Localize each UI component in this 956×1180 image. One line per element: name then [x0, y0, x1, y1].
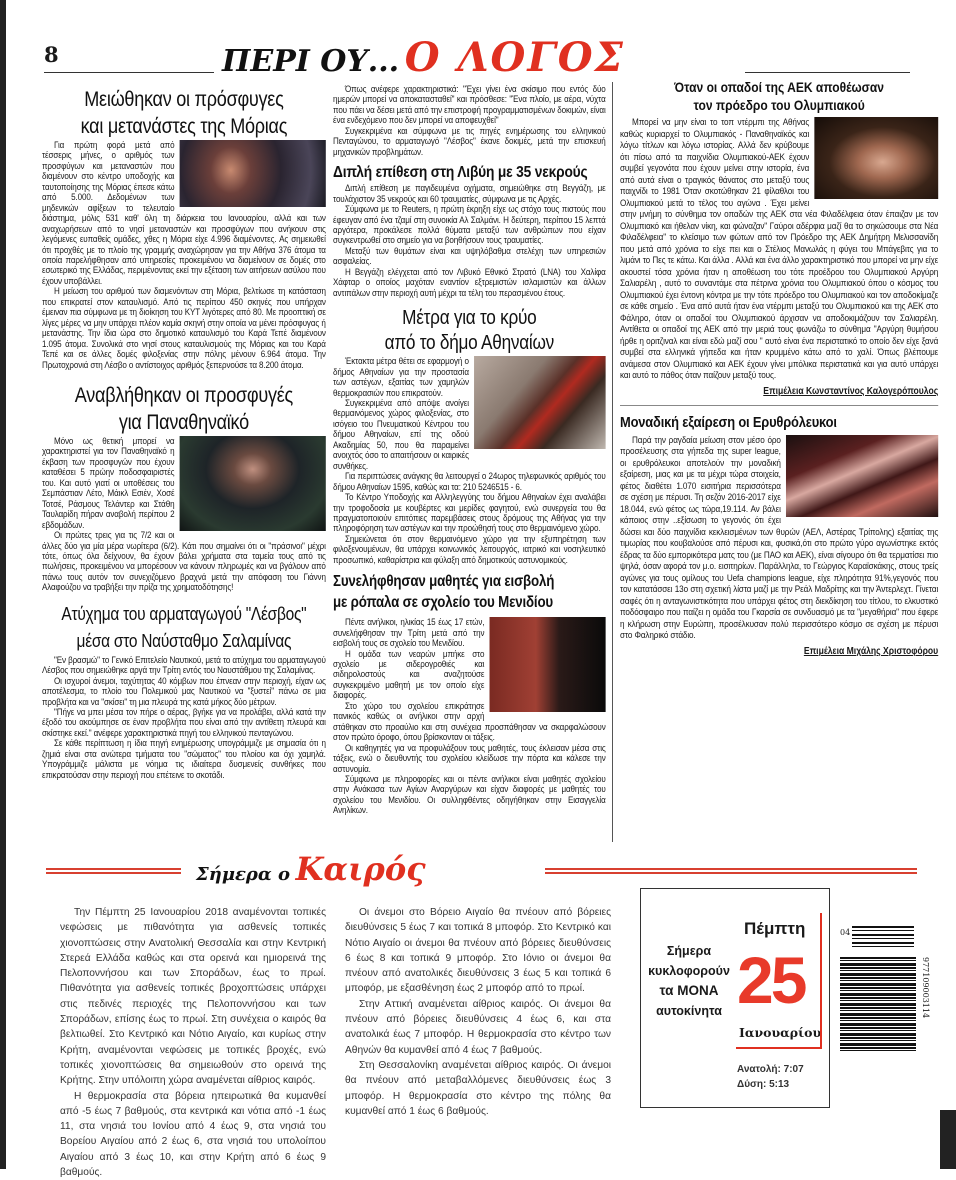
school-photo	[490, 617, 606, 712]
masthead-right: Ο ΛΟΓΟΣ	[404, 34, 625, 81]
article-title: και μετανάστες της Μόριας	[80, 115, 288, 138]
article-title: από το δήμο Αθηναίων	[384, 332, 554, 355]
month: Ιανουαρίου	[739, 1025, 822, 1040]
barcode-addon	[852, 926, 914, 948]
article-pao: Μόνο ως θετική μπορεί να χαρακτηριστεί για τον Παναθηναϊκό η έκβαση των προσφυγών που έχουν καταθέσει 5 πρώην ποδοσφαιριστές του. Και αυτό γιατί οι υποθέσεις του Σεμπάστιαν Λέτο, Μάικλ Εσιέν, Χοσέ Τοτσέ, Ράσμους Τελάντερ και Στάθη Ταυλαρίδη πήραν αναβολή περίπου 2 εβδομάδων. Οι πρώτες τρεις για τις 7/2 και οι άλλες δύο για μία μέρα νωρίτερα (6/2). Κάτι που σημαίνει ότι οι "πράσινοι" μέχρι τότε, όπως όλα δείχνουν, θα έχουν βάλει χρήματα στα ταμεία τους από τις πωλήσεις, προκειμένου να μπορέσουν να κάνουν πληρωμές και να βγάλουν από πάνω τους αυτόν τον συνεχιζόμενο βραχνά μετά την απόφαση του Γιάννη Αλαφούζου να τραβήξει την πρίζα της χρηματοδότησης!	[42, 434, 326, 593]
column-1	[42, 86, 326, 780]
byline: Επιμέλεια Κωνσταντίνος Καλογερόπουλος	[763, 385, 939, 397]
article-title: Όταν οι οπαδοί της ΑΕΚ αποθέωσαν	[674, 79, 885, 95]
article-title: Διπλή επίθεση στη Λιβύη με 35 νεκρούς	[333, 164, 588, 182]
column-2	[333, 84, 606, 816]
weather-banner-rule-right	[545, 868, 917, 874]
barcode-bars	[840, 957, 916, 1053]
article-menidi: Πέντε ανήλικοι, ηλικίας 15 έως 17 ετών, συνελήφθησαν την Τρίτη μετά από την εισβολή τους σε σχολείο του Μενιδίου. Η ομάδα των νεαρών μπήκε στο σχολείο με σιδερογροθιές και σιδηρολοστούς και αναζητούσε συγκεκριμένο μαθητή με τον οποίο είχε διαφορές. Στο χώρο του σχολείου επικράτησε πανικός καθώς οι ανήλικοι στην αρχή στάθηκαν στο προαύλιο και στη συνέχεια προσπάθησαν να σκαρφαλώσουν στον πρώτο όροφο, όπου βρίσκονταν οι τάξεις. Οι καθηγητές για να προφυλάξουν τους μαθητές, τους έκλεισαν μέσα στις τάξεις, ενώ ο διευθυντής του σχολείου κλείδωσε την πόρτα και κάλεσε την αστυνομία. Σύμφωνα με πληροφορίες και οι πέντε ανήλικοι είναι μαθητές σχολείου στην Ανάκασα των Αγίων Αναργύρων και είχαν διαφορές με μαθητές του σχολείου του Μενιδίου. Οι συλληφθέντες οδηγήθηκαν στην Εισαγγελία Ανηλίκων.	[333, 616, 606, 816]
weekday: Πέμπτη	[744, 919, 806, 938]
article-title: Αναβλήθηκαν οι προσφυγές	[74, 383, 294, 407]
article-title: μέσα στο Ναύσταθμο Σαλαμίνας	[76, 630, 292, 651]
weather-column-1: Την Πέμπτη 25 Ιανουαρίου 2018 αναμένονται τοπικές νεφώσεις με πιθανότητα για ασθενείς τοπικές χιονοπτώσεις στην Ανατολική Θεσσαλία και στην Κεντρική Στερεά Ελλάδα καθώς και στα ορεινά και ημιορεινά της Πελοποννήσου και των Σποράδων, έως το πρωί. Πιθανότητα για ασθενείς τοπικές βροχοπτώσεις υπάρχει στις πεδινές περιοχές της Πελοποννήσου και των Σποράδων, επίσης έως το πρωί. Στη συνέχεια ο καιρός θα βελτιωθεί. Στο Κεντρικό και Νότιο Αιγαίο, και κυρίως στην Κρήτη, αναμένονται νεφώσεις με τοπικές βροχές, ενώ τοπικές χιονοπτώσεις θα σημειωθούν στο ορεινά της Κρήτης. Στην υπόλοιπη χώρα αναμένεται αίθριος καιρός. Η θερμοκρασία στα βόρεια ηπειρωτικά θα κυμανθεί από -5 έως 7 βαθμούς, στα κεντρικά και νότια από -1 έως 11, στα νησιά του Ιονίου από 4 έως 9, στα νησιά του Βορείου Αιγαίου από 2 έως 6, στα νησιά του υπολοίπου Αιγαίου από 3 έως 10, και στην Κρήτη από 6 έως 9 βαθμούς.	[60, 907, 326, 1179]
article-moria: Για πρώτη φορά μετά από τέσσερις μήνες, ο αριθμός των προσφύγων και μεταναστών που διαμένουν στο κέντρο υποδοχής και ταυτοποίησης της Μόριας έπεσε κάτω από 5.000. Δεδομένων των μηδενικών αφίξεων το τελευταίο διάστημα, μόλις 531 καθ' όλη τη διάρκεια του Ιανουαρίου, αλλά και των αναχωρήσεων από το νησί μεταναστών και προσφύγων που ανήκουν στις λεγόμενες ευπαθείς ομάδες, χθες η Μόρια είχε 4.996 διαμένοντες. Ας σημειωθεί ότι προχθές με το πλοίο της γραμμής αναχώρησαν για την Αθήνα 376 άτομα τα οποία παρελήφθησαν από υπηρεσίες προκειμένου να διαμείνουν σε δομές στο εσωτερικό της Ελλάδας, περιμένοντας εκεί την εξέταση των αιτήσεων ασύλου που έχουν υποβάλλει. Η μείωση του αριθμού των διαμενόντων στη Μόρια, βελτίωσε τη κατάσταση που επικρατεί στον καταυλισμό. Από τις περίπου 450 σκηνές που υπήρχαν έμειναν πια σύμφωνα με τη διοίκηση του ΚΥΤ λιγότερες από 80. Με προοπτική σε λίγες μέρες να μην υπάρχει πλέον καμία σκηνή στην οποία να μένει πρόσφυγας ή μετανάστης. Την ίδια ώρα στο δημοτικό καταυλισμό του Καρά Τεπέ διαμένουν 1.095 άτομα. Συνολικά στο νησί στους καταυλισμούς της Μόριας και του Καρά Τεπέ και σε άλλες δομές φιλοξενίας στην πόλης μένουν 6.964 άτομα. Την Πρωτοχρονιά στη Λέσβο ο αντίστοιχος αριθμός ξεπερνούσε τα 8.200 άτομα.	[42, 139, 326, 370]
day-number: 25	[737, 943, 805, 1017]
article-title: τον πρόεδρο του Ολυμπιακού	[693, 97, 865, 113]
article-aek: Μπορεί να μην είναι το τοπ ντέρμπι της Αθήνας καθώς κυριαρχεί το Ολυμπιακός - Παναθηναϊκός και λόγω τίτλων και λόγω ιστορίας. Αλλά δεν κρύβουμε ότι πίσω από τα παιχνίδια Ολυμπιακού-ΑΕΚ έχουν συμβεί γεγονότα που έχουν μείνει στην ιστορία, ένα από αυτά είναι ο τραγικός θάνατος στο μεταξύ τους παιχνίδι το 1981 Όταν σκοτώθηκαν 21 φίλαθλοι του Ολυμπιακού μετά το τέλος του αγώνα . Έχει μείνει στην μνήμη το σύνθημα τον οπαδών της ΑΕΚ στα νέα Φιλαδέλφεια όταν έπαιζαν με τον Ολυμπιακό και ήθελαν νίκη, και φώναζαν" Γαύροι αδέρφια μαζί θα το σηκώσουμε στα Νέα Φιλαδέλφεια" το κλείσιμο των φώτων από τον Πρόεδρο της ΑΕΚ Δημήτρη Μελισσανίδη που μετά από χρόνια το είχε πει και ο Στέλιος Μανωλάς η φύγει του Μπάγεβιτς για το λιμάνι το Πες τε κάτω. Και άλλα . Αλλά και ένα άλλο χαρακτηριστικό που μπορεί να μην είχε ακουστεί τόσα χρόνια ήταν η αποθέωση του τότε προέδρου του Ολυμπιακού Αργύρη Σαλιαρέλη , αυτό το συναντάμε στα πέτρινα χρόνια του Ολυμπιακού όπου ο κόσμος του Ολυμπιακού έχει έντονη κόντρα με την τότε πρόεδρο του Ολυμπιακού και τον αποδοκίμαζε σε κάθε σημείο . Ένα από αυτά ήταν ένα ντέρμπι μεταξύ του Ολυμπιακού και της ΑΕΚ στο Φάληρο, όταν οι οπαδοί του Ολυμπιακού άρχισαν να αποδοκιμάζουν τον Σαλιαρέλη. Αντίθετα οι οπαδοί της ΑΕΚ από την μεριά τους φωνάζω το σύνθημα "Αργύρη θυμήσου ήρθε η οριτζιναλ και είναι εδώ μαζί σου " αυτό είναι ένα περιστατικό το οποίο δεν είχε ξανά συμβεί στα ελληνικά γήπεδα και ήταν κρυμμένο κάτω από το χαλί. Όπως βλέπουμε ανάμεσα στον Ολυμπιακό και ΑΕΚ έχουν γίνει μπόλικα περιστατικά και για αυτό υπάρχει και αυτό το πάθος όταν παίζουν μεταξύ τους.	[620, 117, 939, 381]
article-libya: Διπλή επίθεση με παγιδευμένα οχήματα, σημειώθηκε στη Βεγγάζη, με τουλάχιστον 35 νεκρούς και 60 τραυματίες, σύμφωνα με τις Αρχές. Σύμφωνα με το Reuters, η πρώτη έκρηξη είχε ως στόχο τους πιστούς που έφευγαν από ένα τζαμί στη συνοικία Αλ Σαλμάνι. Η δεύτερη, περίπου 15 λεπτά αργότερα, προκάλεσε πολλά θύματα μεταξύ των ανθρώπων που είχαν συγκεντρωθεί στο σημείο για να βοηθήσουν τους τραυματίες. Μεταξύ των θυμάτων είναι και υψηλόβαθμα στελέχη των υπηρεσιών ασφαλείας. Η Βεγγάζη ελέγχεται από τον Λιβυκό Εθνικό Στρατό (LNA) του Χαλίφα Χάφταρ ο οποίος μαχόταν εναντίον εξτρεμιστών ισλαμιστών και άλλων αντιπάλων στην περιοχή αυτή μέχρι τα τέλη του περασμένου έτους.	[333, 182, 606, 298]
article-title: με ρόπαλα σε σχολείο του Μενιδίου	[333, 594, 554, 612]
masthead-rule-right	[745, 72, 910, 73]
page-number: 8	[44, 42, 59, 67]
odd-even-notice: Σήμερα κυκλοφορούν τα ΜΟΝΑ αυτοκίνητα	[648, 944, 730, 1018]
barcode	[840, 920, 940, 1080]
weather-banner-rule-left	[46, 868, 181, 874]
sunset: Δύση: 5:13	[737, 1079, 790, 1090]
refugee-child-photo	[180, 140, 326, 207]
masthead-left: ΠΕΡΙ ΟΥ...	[222, 44, 400, 79]
masthead-title	[222, 34, 625, 81]
sunrise: Ανατολή: 7:07	[737, 1064, 804, 1075]
article-title: Μέτρα για το κρύο	[402, 307, 537, 330]
article-lesvos: "Εν βρασμώ" το Γενικό Επιτελείο Ναυτικού, μετά το ατύχημα του αρματαγωγού Λέσβος που σημειώθηκε αργά την Τρίτη εντός του Ναυστάθμου της Σαλαμίνας. Οι ισχυροί άνεμοι, ταχύτητας 40 κόμβων που έπνεαν στην περιοχή, είχαν ως αποτέλεσμα, το πλοίο του Πολεμικού μας Ναυτικού να "ξυστεί" πάνω σε μια προβλήτα και να "σκίσει" τη μια πλευρά της κατά μήκος δύο μέτρων. "Πήγε να μπει μέσα τον πήρε ο αέρας, βγήκε για να προλάβει, αλλά κατά την έξοδό του ακούμπησε σε έναν προβλήτα που είναι από την αντίθετη πλευρά και σκίστηκε εκεί." ανέφερε χαρακτηριστικά πηγή του ελληνικού πενταγώνου. Σε κάθε περίπτωση η ίδια πηγή ενημέρωσης υπογράμμιζε με σημασία ότι η ζημιά είναι στα ανώτερα τμήματα του "σώματος" του πλοίου και όχι χαμηλά. Υπογράμμιζε μάλιστα με νόημα τις ιδιαίτερα δυσμενείς συνθήκες που επικρατούσαν στην περιοχή που επέτεινε το σκοτάδι.	[42, 653, 326, 780]
byline: Επιμέλεια Μιχάλης Χριστοφόρου	[803, 645, 939, 657]
stadium-fans-photo	[786, 435, 938, 517]
homeless-person-photo	[474, 356, 606, 449]
article-title: Μειώθηκαν οι πρόσφυγες	[84, 88, 284, 111]
barcode-issue: 04	[840, 928, 851, 937]
football-player-photo	[180, 436, 326, 531]
weather-column-2: Οι άνεμοι στο Βόρειο Αιγαίο θα πνέουν από βόρειες διευθύνσεις 5 έως 7 και τοπικά 8 μποφόρ. Στο Κεντρικό και Νότιο Αιγαίο οι άνεμοι θα πνέουν από βόρειες διευθύνσεις 6 έως 8 και τοπικά 9 μποφόρ. Στο Ιόνιο οι άνεμοι θα πνέουν από ανατολικές διευθύνσεις 3 έως 5 και τοπικά 6 μποφόρ, με εξασθένηση έως 2 μποφόρ από το πρωί. Στην Αττική αναμένεται αίθριος καιρός. Οι άνεμοι θα πνέουν από βόρειες διευθύνσεις 4 έως 6, και στα ανατολικά έως 7 μποφόρ. Η θερμοκρασία στο κέντρο των Αθηνών θα κυμανθεί από 4 έως 7 βαθμούς. Στη Θεσσαλονίκη αναμένεται αίθριος καιρός. Οι άνεμοι θα πνέουν από μεταβαλλόμενες διευθύνσεις έως 3 μποφόρ. Η θερμοκρασία στο κέντρο της πόλης θα κυμανθεί από 1 έως 6 βαθμούς.	[345, 907, 611, 1117]
weather-banner-left: Σήμερα ο	[196, 864, 291, 885]
column-divider	[612, 82, 613, 842]
section-divider	[620, 405, 938, 406]
article-lesvos-continued: Όπως ανέφερε χαρακτηριστικά: "Έχει γίνει ένα σκίσιμο που εντός δύο ημερών μπορεί να αποκατασταθεί" και πρόσθεσε: "Ένα πλοίο, με αέρα, νύχτα που πάει να δέσει μετά από την επιστροφή προγραμματισμένων δοκιμών, είναι ένα ενδεχόμενο που δεν μπορεί να αποφευχθεί" Συγκεκριμένα και σύμφωνα με τις πηγές ενημέρωσης του ελληνικού Πενταγώνου, το αρματαγωγό "Λέσβος" έκανε δοκιμές, μετά την επισκευή μηχανικών προβλημάτων.	[333, 83, 606, 157]
page-edge	[0, 0, 6, 1169]
article-olympiacos: Παρά την ραγδαία μείωση στον μέσο όρο προσέλευσης στα γήπεδα της super league, οι ερυθρόλευκοι αποτελούν την μοναδική εξαίρεση, μιας και με τα μέχρι τώρα στοιχεία, φέτος διαθέτει 1.070 εισιτήρια περισσότερα σε σχέση με πέρυσι. Τη σεζόν 2016-2017 είχε 18.044, ενώ φέτος ως τώρα,19.114. Αν βάλει κάποιος στην ..εξίσωση το γεγονός ότι έχει δώσει και δύο παιχνίδια κεκλεισμένων των θυρών (ΑΕΛ, Αστέρας Τρίπολης) εξαιτίας της τιμωρίας που κουβαλούσε από πέρυσι και, φυσικά,ότι στο πρώτο γύρο αγωνίστηκε εκτός έδρας τα δύο εμπορικότερα ματς του (με ΠΑΟ και ΑΕΚ), είναι σίγουρο ότι θα τερματίσει πιο ψηλά, όσαν αφορά τον μ.ο. εισιτηρίων. Παράλληλα, το Γεώργιος Καραϊσκάκης, στους τρείς αγώνες για τους ομίλους του Uefa champions league, είχε πληρότητα 91%,γεγονός που τον κατατάσσει 13ο στη σχετική λίστα μαζί με την Ρεάλ Μαδρίτης και την Άντερλεχτ. Γίνεται σαφές ότι η ανταγωνιστικότητα που υπάρχει φέτος στη διεκδίκηση του τίτλου, το ελκυστικό ποδόσφαιρο που παίζει η ομάδα του Γκαρσία σε συνδυασμό με τα "μεγαθήρια" που έφερε η κλήρωση στην Ευρώπη, προσέλκυσαν πολύ περισσότερο κόσμο σε σχέση με πέρυσι στο Φαληρικό στάδιο.	[620, 434, 939, 641]
masthead-rule-left	[44, 72, 214, 73]
weather-banner-right: Καιρός	[295, 850, 426, 888]
article-title: Συνελήφθησαν μαθητές για εισβολή	[333, 573, 555, 591]
article-cold: Έκτακτα μέτρα θέτει σε εφαρμογή ο δήμος Αθηναίων για την προστασία των αστέγων, εξαιτίας των χαμηλών θερμοκρασιών που επικρατούν. Συγκεκριμένα από απόψε ανοίγει θερμαινόμενος χώρος φιλοξενίας, στο ισόγειο του Πνευματικού Κέντρου του δήμου Αθηναίων, επί της οδού Ακαδημίας 50, που θα παραμείνει ανοιχτός όσο το απαιτήσουν οι καιρικές συνθήκες. Για περιπτώσεις ανάγκης θα λειτουργεί ο 24ωρος τηλεφωνικός αριθμός του δήμου Αθηναίων 1595, καθώς και τα: 210 5246515 - 6. Το Κέντρο Υποδοχής και Αλληλεγγύης του δήμου Αθηναίων έχει αναλάβει την τροφοδοσία με κουβέρτες και μερίδες φαγητού, ενώ συνεργεία του θα πραγματοποιούν επιτόπιες παρεμβάσεις στους δρόμους της Αθήνας για την πληροφόρηση των αστέγων και την προώθησή τους στο θερμαινόμενο χώρο. Σημειώνεται ότι στον θερμαινόμενο χώρο για την εξυπηρέτηση των φιλοξενουμένων, θα υπάρχει κοινωνικός λειτουργός, ιατρικό και νοσηλευτικό προσωπικό, καθαρίστρια και φύλαξη από δημοτικούς αστυνομικούς.	[333, 355, 606, 565]
weather-banner	[196, 850, 426, 888]
article-title: για Παναθηναϊκό	[118, 410, 249, 434]
red-accent-frame	[736, 913, 822, 1049]
president-portrait-photo	[814, 117, 938, 199]
barcode-number: 977109003114	[921, 957, 930, 1019]
article-title: Ατύχημα του αρματαγωγού "Λέσβος"	[61, 603, 307, 624]
column-3	[620, 78, 938, 657]
traffic-date-box	[640, 888, 830, 1108]
article-title: Μοναδική εξαίρεση οι Ερυθρόλευκοι	[620, 413, 837, 431]
page-corner	[940, 1110, 956, 1169]
